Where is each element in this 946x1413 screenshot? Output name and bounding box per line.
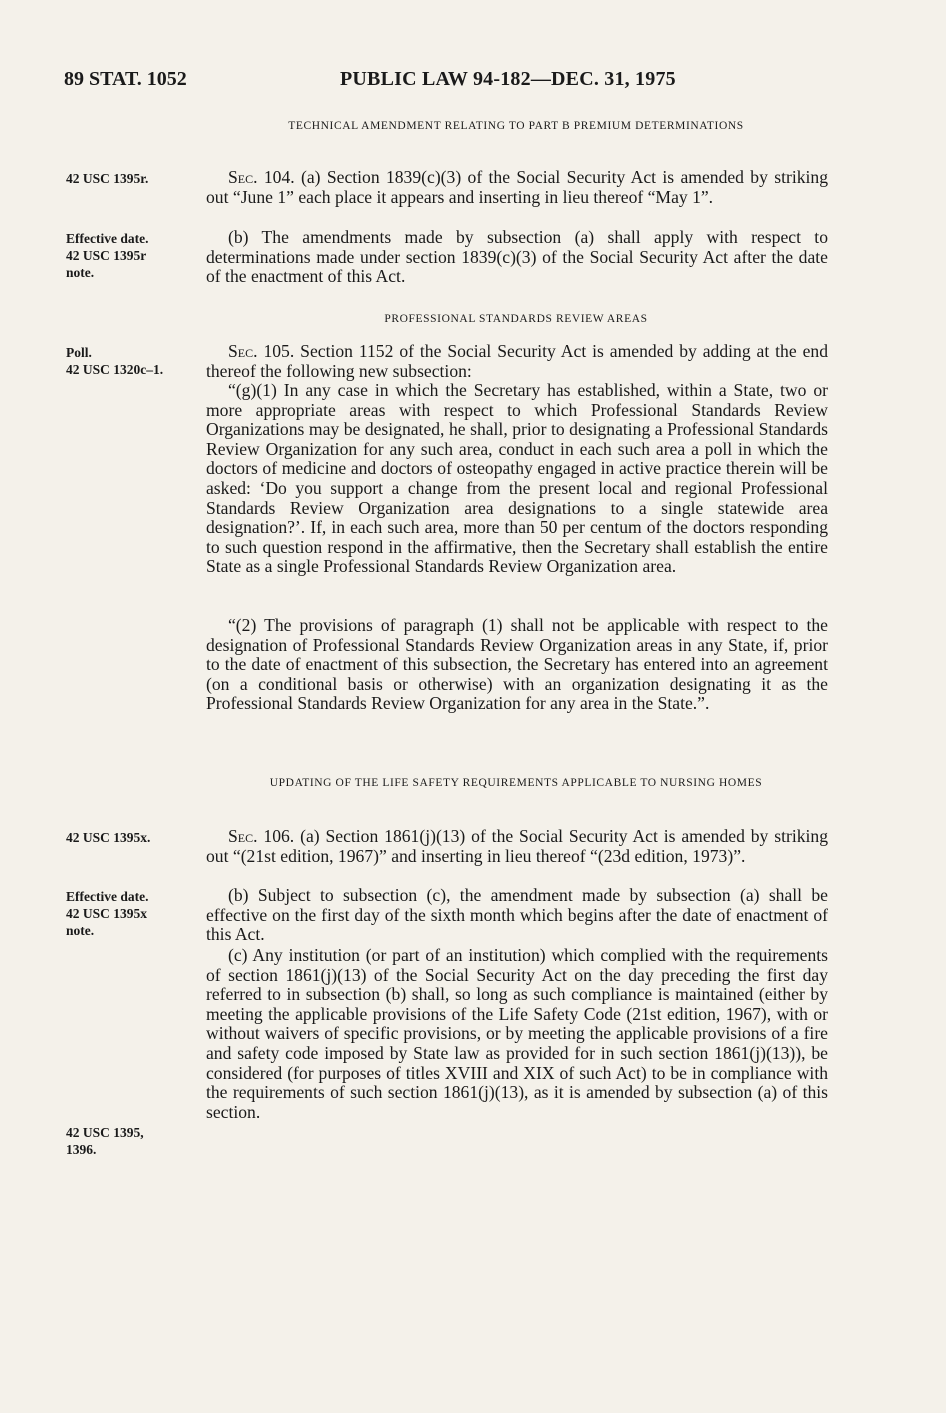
section-105-g1: “(g)(1) In any case in which the Secretary has established, within a State, two or more appropriate areas with respect to which Professional Standards Review Organizations may be designated, he shall, prior to designating a Professional Standards Review Organization for any such area, conduct in each such area a poll in which the doctors of medicine and doctors of osteopathy engaged in active practice therein will be asked: ‘Do you support a change from the present local and regional Professional Standards Review Organization area designations to a single statewide area designation?’. If, in each such area, more than 50 per centum of the doctors responding to such question respond in the affirmative, then the Secretary shall establish the entire State as a single Professional Standards Review Organization area.: [206, 380, 828, 577]
margin-note-line: 42 USC 1320c–1.: [66, 362, 164, 377]
margin-note-line: Effective date.: [66, 231, 149, 246]
margin-note-line: note.: [66, 923, 95, 938]
margin-note-line: 1396.: [66, 1142, 97, 1157]
margin-note-poll: [66, 344, 198, 378]
margin-note-line: 42 USC 1395,: [66, 1125, 144, 1140]
section-text: 106. (a) Section 1861(j)(13) of the Social Security Act is amended by striking out “(21st edition, 1967)” and inserting in lieu thereof “(23d edition, 1973)”.: [206, 826, 828, 866]
section-heading-105: PROFESSIONAL STANDARDS REVIEW AREAS: [384, 313, 648, 325]
margin-note-line: 42 USC 1395r: [66, 248, 147, 263]
margin-note-line: Effective date.: [66, 889, 149, 904]
section-heading-106: UPDATING OF THE LIFE SAFETY REQUIREMENTS APPLICABLE TO NURSING HOMES: [269, 777, 763, 789]
margin-note-line: note.: [66, 265, 95, 280]
statute-page-number: 89 STAT. 1052: [64, 68, 187, 90]
section-106-a: [206, 827, 828, 866]
margin-note-citation: [66, 1124, 198, 1158]
sec-label: Sec.: [228, 826, 258, 846]
section-105-intro: [206, 342, 828, 381]
sec-label: Sec.: [228, 167, 258, 187]
page-header: [64, 68, 844, 94]
section-text: 104. (a) Section 1839(c)(3) of the Social Security Act is amended by striking out “June 1” each place it appears and inserting in lieu thereof “May 1”.: [206, 167, 828, 207]
section-104-a: [206, 168, 828, 207]
margin-note-line: 42 USC 1395x: [66, 906, 148, 921]
margin-note-line: Poll.: [66, 345, 92, 360]
section-104-b: (b) The amendments made by subsection (a) shall apply with respect to determinations made under section 1839(c)(3) of the Social Security Act after the date of the enactment of this Act.: [206, 227, 828, 287]
section-105-g2: “(2) The provisions of paragraph (1) shall not be applicable with respect to the designation of Professional Standards Review Organization areas in any State, if, prior to the date of enactment of this subsection, the Secretary has entered into an agreement (on a conditional basis or otherwise) with an organization designating it as the Professional Standards Review Organization for any area in the State.”.: [206, 615, 828, 714]
margin-note-citation: 42 USC 1395x.: [66, 830, 151, 845]
section-106-c: (c) Any institution (or part of an institution) which complied with the requirements of section 1861(j)(13) of the Social Security Act on the day preceding the first day referred to in subsection (b) shall, so long as such compliance is maintained (either by meeting the applicable provisions of the Life Safety Code (21st edition, 1967), with or without waivers of specific provisions, or by meeting the applicable provisions of a fire and safety code imposed by State law as provided for in such section 1861(j)(13)), be considered (for purposes of titles XVIII and XIX of such Act) to be in compliance with the requirements of such section 1861(j)(13), as it is amended by subsection (a) of this section.: [206, 945, 828, 1122]
margin-note-effective-date: [66, 888, 198, 939]
section-106-b: (b) Subject to subsection (c), the amendment made by subsection (a) shall be effective on the first day of the sixth month which begins after the date of enactment of this Act.: [206, 885, 828, 945]
margin-note-effective-date: [66, 230, 198, 281]
margin-note-citation: 42 USC 1395r.: [66, 171, 149, 186]
section-heading-104: TECHNICAL AMENDMENT RELATING TO PART B PREMIUM DETERMINATIONS: [288, 120, 744, 132]
public-law-title: PUBLIC LAW 94-182—DEC. 31, 1975: [340, 68, 676, 90]
section-text: 105. Section 1152 of the Social Security Act is amended by adding at the end thereof the following new subsection:: [206, 341, 828, 381]
sec-label: Sec.: [228, 341, 258, 361]
